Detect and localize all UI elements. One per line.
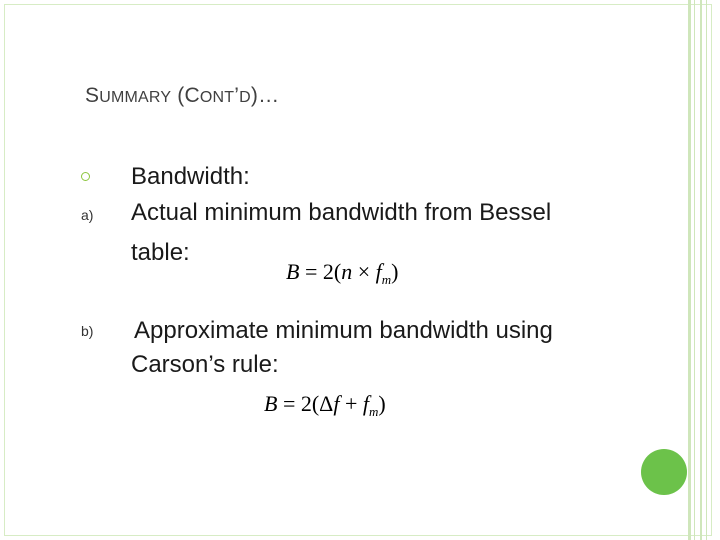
formula-text: × [352, 259, 376, 284]
title-text: UMMARY [99, 89, 172, 106]
formula-text: ) [378, 391, 386, 416]
decorative-rule [694, 0, 695, 540]
formula-symbol: f [375, 259, 382, 284]
formula-text: ) [391, 259, 399, 284]
title-text: ONT [199, 89, 235, 106]
decorative-circle [641, 449, 687, 495]
title-initial: S [85, 84, 100, 107]
formula-subscript: m [369, 404, 379, 419]
title-text: D [239, 89, 251, 106]
item-a-line2: table: [131, 239, 190, 266]
formula-symbol: f [362, 391, 370, 416]
formula-bessel [286, 259, 398, 288]
bandwidth-heading: Bandwidth: [131, 163, 250, 190]
decorative-rule [700, 0, 702, 540]
slide-title [85, 84, 279, 108]
item-b-line2: Carson’s rule: [131, 351, 279, 378]
formula-symbol: f [333, 391, 340, 416]
formula-subscript: m [381, 272, 392, 287]
decorative-rule [706, 0, 707, 540]
title-text: )… [250, 84, 280, 107]
formula-symbol: B [264, 391, 278, 416]
formula-symbol: n [341, 259, 353, 284]
title-initial: C [184, 84, 200, 107]
item-label-b: b) [81, 323, 94, 339]
formula-text: = 2(Δ [277, 391, 334, 416]
formula-text: = 2( [299, 259, 342, 284]
title-text: ( [171, 84, 185, 107]
item-b-line1: Approximate minimum bandwidth using [134, 317, 553, 344]
formula-text: + [339, 391, 363, 416]
item-label-a: a) [81, 207, 94, 223]
formula-symbol: B [286, 259, 300, 284]
title-text: ’ [234, 84, 240, 107]
bullet-circle-icon [81, 172, 90, 181]
decorative-rule [688, 0, 691, 540]
item-a-line1: Actual minimum bandwidth from Bessel [131, 199, 552, 226]
formula-carson [264, 391, 386, 420]
